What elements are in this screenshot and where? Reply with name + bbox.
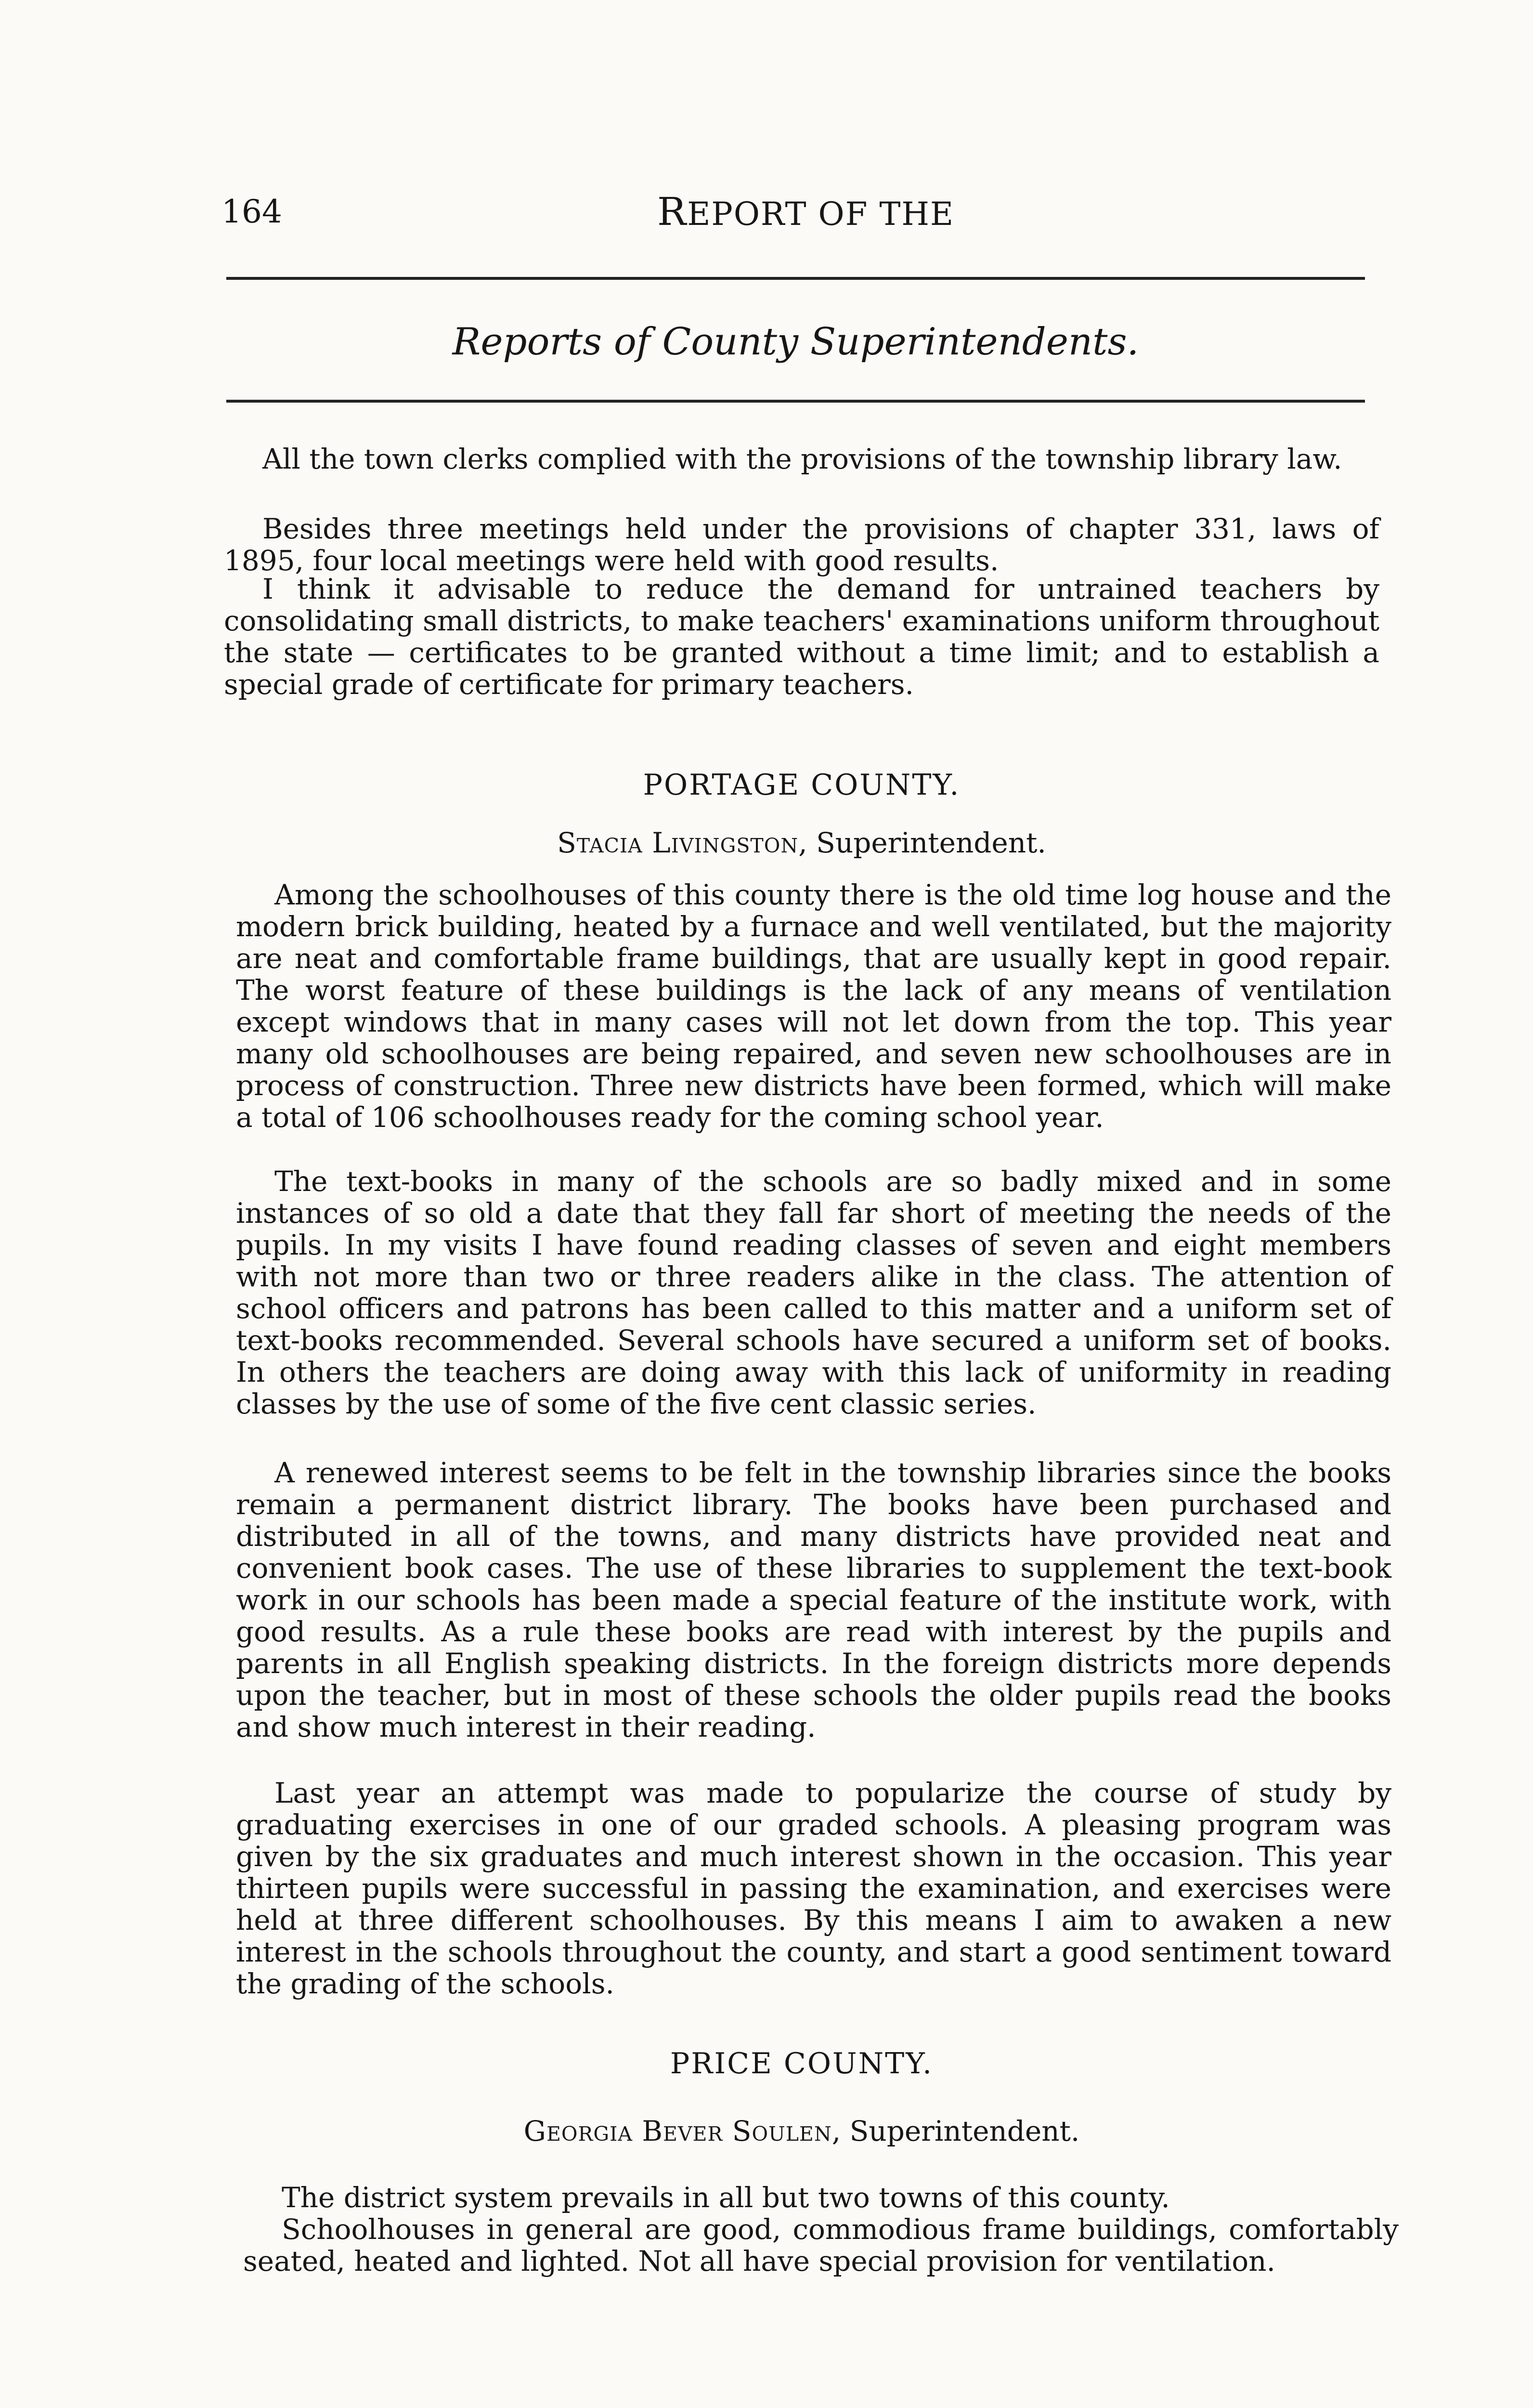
price-superintendent xyxy=(224,2109,1379,2153)
intro-paragraph-3: I think it advisable to reduce the demand for untrained teachers by consolidating small districts, to make teachers' examinations uniform throughout the state — certificates to be granted without a time limit; and to establish a special grade of certificate for primary teachers. xyxy=(224,573,1379,701)
running-head-rest: EPORT OF THE xyxy=(687,196,955,233)
bottom-rule xyxy=(226,400,1365,403)
price-county-heading: PRICE COUNTY. xyxy=(670,2047,934,2081)
portage-paragraph-4: Last year an attempt was made to popularize the course of study by graduating exercises in one of our graded schools. A pleasing program was given by the six graduates and much interest shown in the occasion. This year thirteen pupils were successful in passing the examination, and exercises were held at three different schoolhouses. By this means I aim to awaken a new interest in the schools throughout the county, and start a good sentiment toward the grading of the schools. xyxy=(236,1777,1391,2000)
running-head-initial: R xyxy=(657,189,688,234)
intro-paragraph-1: All the town clerks complied with the provisions of the township library law. xyxy=(262,443,1342,475)
portage-paragraph-2: The text-books in many of the schools are so badly mixed and in some instances of so old a date that they fall far short of meeting the needs of the pupils. In my visits I have found reading classes of seven and eight members with not more than two or three readers alike in the class. The attention of school officers and patrons has been called to this matter and a uniform set of text-books recommended. Several schools have secured a uniform set of books. In others the teachers are doing away with this lack of uniformity in reading classes by the use of some of the five cent classic series. xyxy=(236,1165,1391,1420)
running-head-title xyxy=(657,185,954,241)
portage-paragraph-1: Among the schoolhouses of this county there is the old time log house and the modern brick building, heated by a furnace and well ventilated, but the majority are neat and comfortable frame buildings, that are usually kept in good repair. The worst feature of these buildings is the lack of any means of ventilation except windows that in many cases will not let down from the top. This year many old schoolhouses are being repaired, and seven new schoolhouses are in process of construction. Three new districts have been formed, which will make a total of 106 schoolhouses ready for the coming school year. xyxy=(236,878,1391,1134)
price-superintendent-title: , Superintendent. xyxy=(831,2115,1080,2147)
running-head xyxy=(221,185,1396,238)
price-paragraph-1: The district system prevails in all but two towns of this county. xyxy=(282,2181,1170,2214)
portage-paragraph-3: A renewed interest seems to be felt in the township libraries since the books remain a permanent district library. The books have been purchased and distributed in all of the towns, and many districts have provided neat and convenient book cases. The use of these libraries to supplement the text-book work in our schools has been made a special feature of the institute work, with good results. As a rule these books are read with interest by the pupils and parents in all English speaking districts. In the foreign districts more depends upon the teacher, but in most of these schools the older pupils read the books and show much interest in their reading. xyxy=(236,1456,1391,1743)
portage-superintendent-name: Stacia Livingston xyxy=(557,826,799,859)
page-number: 164 xyxy=(221,193,282,230)
top-rule xyxy=(226,277,1365,280)
price-superintendent-name: Georgia Bever Soulen xyxy=(523,2115,832,2147)
section-title: Reports of County Superintendents. xyxy=(452,320,1139,364)
price-paragraph-2: Schoolhouses in general are good, commodious frame buildings, comfortably seated, heated and lighted. Not all have special provision for ventilation. xyxy=(243,2213,1399,2277)
intro-paragraph-2: Besides three meetings held under the provisions of chapter 331, laws of 1895, four local meetings were held with good results. xyxy=(224,512,1379,577)
portage-superintendent xyxy=(224,821,1379,864)
portage-superintendent-title: , Superintendent. xyxy=(798,826,1046,859)
portage-county-heading: PORTAGE COUNTY. xyxy=(643,768,961,802)
